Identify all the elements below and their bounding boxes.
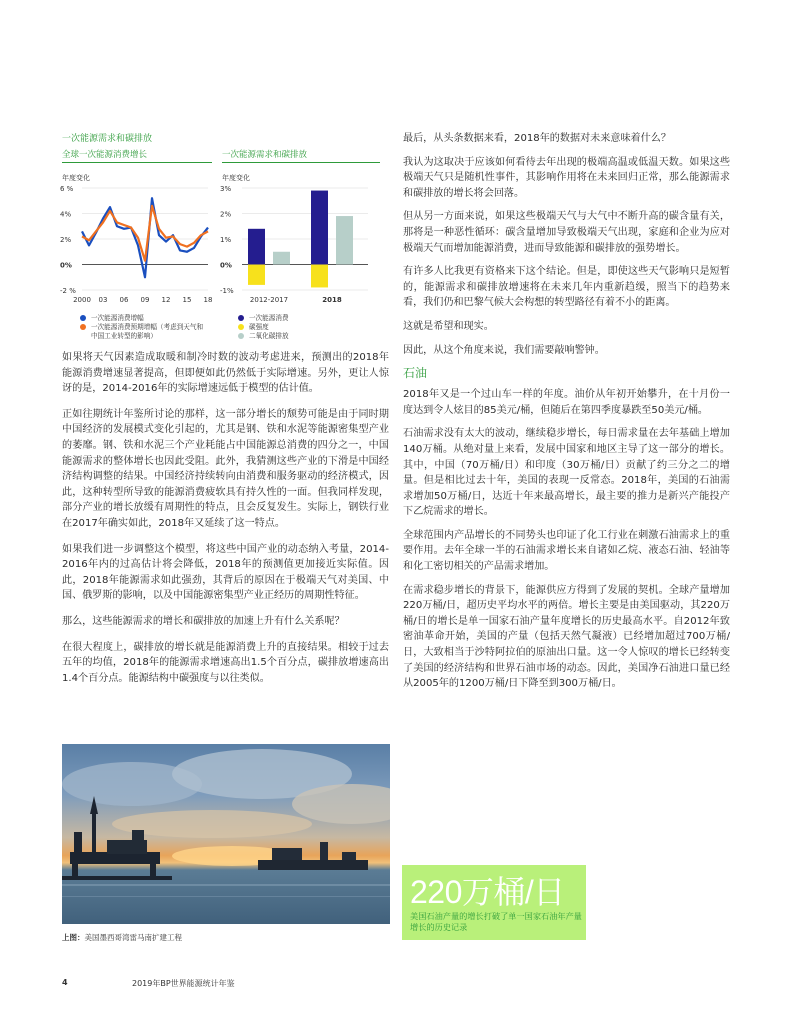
bar-energy [248, 229, 265, 265]
y-tick-label: 2% [60, 236, 72, 244]
right-chart-legend [238, 314, 358, 341]
y-tick-label: 0% [220, 261, 232, 270]
left-chart-title: 全球一次能源消费增长 [62, 148, 212, 163]
x-tick-label: 2000 [73, 296, 91, 304]
legend-swatch [80, 315, 86, 321]
x-tick-label: 09 [140, 296, 150, 304]
paragraph: 如果将天气因素造成取暖和制冷时数的波动考虑进来，预测出的2018年能源消费增速显著提高，但即便如此仍然低于实际增速。另外，更让人惊讶的是，2014-2016年的实际增速远低于模型的估计值。 [62, 352, 389, 395]
x-tick-label: 15 [182, 296, 192, 304]
series-line-1 [82, 206, 208, 261]
paragraph: 在很大程度上，碳排放的增长就是能源消费上升的直接结果。相较于过去五年的均值，2018年的能源需求增速高出1.5个百分点，碳排放增速高出1.4个百分点。能源结构中碳强度与以往类似。 [62, 641, 389, 684]
bar-co2 [336, 216, 353, 264]
paragraph: 但从另一方面来说，如果这些极端天气与大气中不断升高的碳含量有关，那将是一种恶性循环：碳含量增加导致极端天气出现，家庭和企业为应对极端天气而增加能源消费，进而导致能源和碳排放的强势增长。 [403, 211, 730, 254]
paragraph: 这就是希望和现实。 [403, 320, 494, 332]
legend-swatch [80, 324, 86, 330]
caption-text: 美国墨西哥湾雷马南扩建工程 [84, 933, 182, 942]
publication-title: 2019年BP世界能源统计年鉴 [132, 979, 235, 988]
left-column [62, 350, 389, 686]
x-tick-label: 2012-2017 [249, 296, 289, 304]
legend-label: 一次能源消费增幅 [91, 314, 144, 322]
photo-caption [62, 932, 182, 943]
paragraph: 有许多人比我更有资格来下这个结论。但是，即使这些天气影响只是短暂的，能源需求和碳排放增速将在未来几年内重新趋缓，照当下的趋势来看，我们仍和巴黎气候大会构想的转型路径有着不小的距离。 [403, 266, 730, 309]
y-tick-label: 4% [60, 210, 72, 219]
chart-section-title: 一次能源需求和碳排放 [62, 134, 153, 144]
photo-illustration [62, 744, 390, 924]
y-tick-label: -1% [220, 287, 234, 295]
paragraph: 2018年又是一个过山车一样的年度。油价从年初开始攀升，在十月份一度达到令人炫目的85美元/桶，但随后在第四季度暴跌至50美元/桶。 [403, 389, 730, 416]
paragraph: 我认为这取决于应该如何看待去年出现的极端高温或低温天数。如果这些极端天气只是随机性事件，其影响作用将在未来回归正常，那么能源需求和碳排放的增长将会回落。 [403, 156, 730, 199]
bar-carbon-intensity [248, 265, 265, 285]
paragraph: 石油需求没有太大的波动，继续稳步增长，每日需求量在去年基础上增加140万桶。从绝对量上来看，发展中国家和地区主导了这一部分的增长。其中，中国（70万桶/日）和印度（30万桶/日）贡献了约三分之二的增量。但是相比过去十年，美国的表现一反常态。2018年，美国的石油需求增加50万桶/日，达近十年来最高增长，最主要的推力是新兴产能投产下乙烷需求的增长。 [403, 428, 730, 518]
y-tick-label: 1% [220, 236, 232, 244]
page-number: 4 [62, 978, 68, 987]
y-tick-label: 6 % [60, 185, 74, 193]
y-tick-label: 3% [220, 185, 232, 193]
series-line-0 [82, 198, 208, 277]
legend-item [238, 332, 358, 341]
legend-swatch [238, 324, 244, 330]
paragraph: 在需求稳步增长的背景下，能源供应方得到了发展的契机。全球产量增加220万桶/日，超历史平均水平的两倍。增长主要是由美国驱动，其220万桶/日的增长是单一国家石油产量年度增长的历史最高水平。自2012年致密油革命开始，美国的产量（包括天然气凝液）已经增加超过700万桶/日，大致相当于沙特阿拉伯的原油出口量。这一令人惊叹的增长已经转变了美国的经济结构和世界石油市场的动态。因此，美国净石油进口量已经从2005年的1200万桶/日下降至到300万桶/日。 [403, 584, 730, 690]
paragraph: 全球范围内产品增长的不同势头也印证了化工行业在刺激石油需求上的重要作用。去年全球一半的石油需求增长来自诸如乙烷、液态石油、轻油等和化工密切相关的产品需求增加。 [403, 529, 730, 573]
x-tick-label: 03 [98, 296, 108, 304]
legend-label: 二氧化碳排放 [249, 332, 289, 340]
legend-label: 一次能源消费 [249, 314, 289, 322]
paragraph: 正如往期统计年鉴所讨论的那样，这一部分增长的颓势可能是由于同时期中国经济的发展模式变化引起的，尤其是钢、铁和水泥等能源密集型产业的萎靡。钢、铁和水泥三个产业耗能占中国能源总消费的四分之一，中国能源需求的整体增长也因此受阻。此外，我猜测这些产业的下滑是中国经济结构调整的结果。中国经济持续转向由消费和服务驱动的经济模式，因此，这种转型所导致的能源消费疲软具有持久性的一面。但我同样发现，部分产业的增长放缓有周期性的特点，且会反复发生。实际上，钢铁行业在2017年确实如此，2018年又延续了这一特点。 [62, 408, 389, 529]
legend-swatch [238, 315, 244, 321]
legend-label: 碳强度 [249, 323, 269, 331]
offshore-platform-photo [62, 744, 390, 924]
bar-carbon-intensity [311, 265, 328, 288]
right-chart-unit: 年度变化 [222, 174, 250, 182]
legend-item [238, 314, 358, 323]
oil-heading: 石油 [403, 366, 428, 381]
left-chart-legend [80, 314, 205, 341]
x-tick-label: 18 [203, 296, 213, 304]
x-tick-label: 2018 [322, 296, 342, 304]
legend-label: 一次能源消费预期增幅（考虑到天气和中国工业转型的影响） [91, 323, 204, 340]
bar-co2 [273, 252, 290, 265]
y-tick-label: 2% [220, 210, 232, 219]
right-chart-title: 一次能源需求和碳排放 [222, 148, 380, 163]
y-tick-label: 0% [60, 261, 72, 270]
paragraph: 因此，从这个角度来说，我们需要敲响警钟。 [403, 344, 605, 356]
bar-energy [311, 191, 328, 265]
legend-item [238, 323, 358, 332]
x-tick-label: 06 [119, 296, 129, 304]
y-tick-label: -2 % [60, 287, 76, 295]
right-bar-chart [218, 182, 378, 312]
callout-text: 美国石油产量的增长打破了单一国家石油年产量增长的历史记录 [410, 911, 582, 932]
legend-item [80, 314, 205, 323]
caption-label: 上图： [62, 933, 85, 942]
paragraph: 那么，这些能源需求的增长和碳排放的加速上升有什么关系呢？ [62, 615, 345, 627]
paragraph: 最后，从头条数据来看，2018年的数据对未来意味着什么？ [403, 133, 671, 144]
x-tick-label: 12 [161, 296, 171, 304]
stat-callout [402, 865, 586, 940]
left-chart-unit: 年度变化 [62, 174, 90, 182]
legend-swatch [238, 333, 244, 339]
callout-value: 220万桶/日 [410, 874, 565, 910]
left-line-chart [58, 182, 218, 312]
right-column [403, 131, 730, 692]
legend-item [80, 323, 205, 341]
paragraph: 如果我们进一步调整这个模型，将这些中国产业的动态纳入考量，2014-2016年内的过高估计将会降低，2018年的预测值更加接近实际值。因此，2018年能源需求如此强劲，其背后的原因在于极端天气对美国、中国、俄罗斯的影响，以及中国能源密集型产业正经历的周期性特征。 [62, 543, 389, 602]
